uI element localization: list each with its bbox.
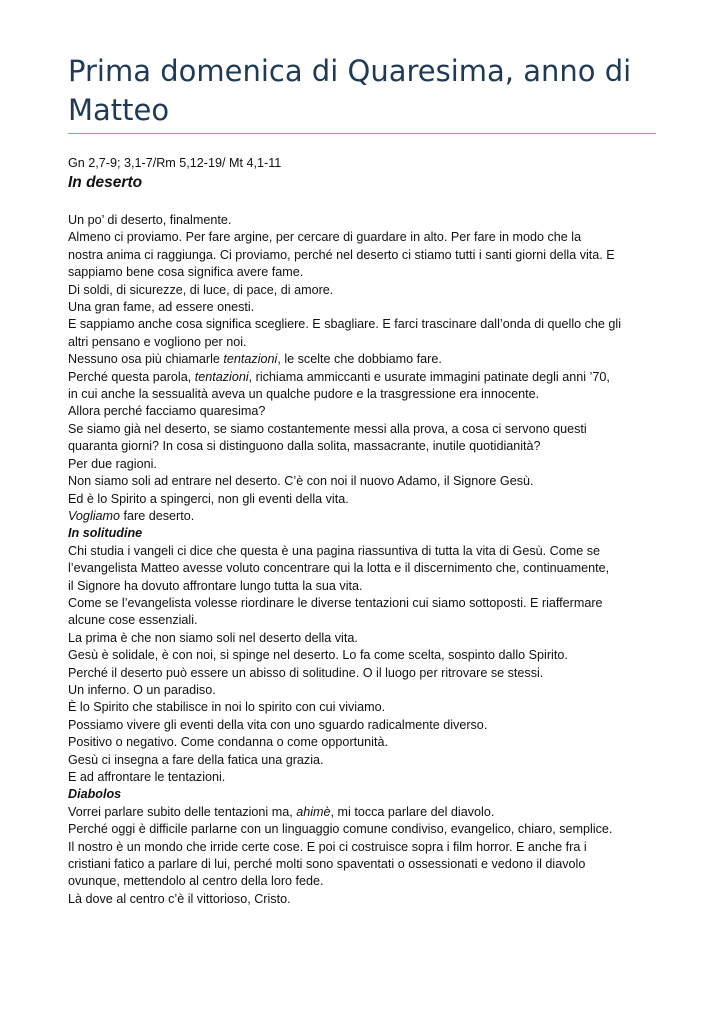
text-segment: Là dove al centro c’è il vittorioso, Cristo. — [68, 891, 291, 906]
text-segment: Ed è lo Spirito a spingerci, non gli eventi della vita. — [68, 491, 349, 506]
text-segment: Di soldi, di sicurezze, di luce, di pace, di amore. — [68, 282, 334, 297]
title-divider — [68, 133, 656, 134]
text-line — [68, 247, 658, 264]
text-line — [68, 334, 658, 351]
text-segment: l’evangelista Matteo avesse voluto concentrare qui la lotta e il discernimento che, continuamente, — [68, 561, 610, 576]
text-line — [68, 421, 658, 438]
text-line — [68, 473, 658, 490]
text-line — [68, 369, 658, 386]
text-segment: Non siamo soli ad entrare nel deserto. C’è con noi il nuovo Adamo, il Signore Gesù. — [68, 474, 534, 489]
text-segment: Come se l’evangelista volesse riordinare le diverse tentazioni cui siamo sottoposti. E riaffermare — [68, 595, 603, 610]
page-title: Prima domenica di Quaresima, anno di Matteo — [68, 54, 632, 127]
text-segment: nostra anima ci raggiunga. Ci proviamo, perché nel deserto ci stiamo tutti i santi giorni della vita. E — [68, 247, 615, 262]
text-line — [68, 891, 658, 908]
text-segment: Per due ragioni. — [68, 456, 157, 471]
text-line — [68, 264, 658, 281]
text-line — [68, 316, 658, 333]
text-line — [68, 229, 658, 246]
text-line — [68, 578, 658, 595]
italic-term: ahimè — [296, 804, 331, 819]
text-line — [68, 665, 658, 682]
text-segment: Gesù ci insegna a fare della fatica una grazia. — [68, 752, 324, 767]
text-segment: Almeno ci proviamo. Per fare argine, per cercare di guardare in alto. Per fare in modo che la — [68, 230, 582, 245]
text-segment: Perché questa parola, — [68, 369, 195, 384]
text-line — [68, 804, 658, 821]
text-segment: È lo Spirito che stabilisce in noi lo spirito con cui viviamo. — [68, 700, 386, 715]
text-line — [68, 839, 658, 856]
text-segment: Possiamo vivere gli eventi della vita con uno sguardo radicalmente diverso. — [68, 717, 488, 732]
text-segment: E ad affrontare le tentazioni. — [68, 770, 226, 784]
text-segment: La prima è che non siamo soli nel deserto della vita. — [68, 630, 358, 645]
text-segment: Un inferno. O un paradiso. — [68, 682, 216, 697]
text-line — [68, 595, 658, 612]
text-line — [68, 769, 658, 786]
text-segment: il Signore ha dovuto affrontare lungo tutta la sua vita. — [68, 578, 363, 593]
italic-term: tentazioni — [194, 369, 249, 384]
italic-term: tentazioni — [223, 352, 278, 367]
text-line — [68, 456, 658, 473]
text-segment: Chi studia i vangeli ci dice che questa è una pagina riassuntiva di tutta la vita di Gesù. Come se — [68, 543, 601, 558]
text-segment: Se siamo già nel deserto, se siamo costantemente messi alla prova, a cosa ci servono questi — [68, 421, 587, 436]
text-segment: alcune cose essenziali. — [68, 613, 198, 628]
text-line — [68, 403, 658, 420]
section-heading — [68, 525, 658, 542]
scripture-references: Gn 2,7-9; 3,1-7/Rm 5,12-19/ Mt 4,1-11 — [68, 156, 282, 170]
text-segment: Vorrei parlare subito delle tentazioni ma, — [68, 804, 297, 819]
text-line — [68, 438, 658, 455]
text-segment: , le scelte che dobbiamo fare. — [277, 352, 442, 367]
text-segment: , mi tocca parlare del diavolo. — [330, 804, 495, 819]
section-heading — [68, 786, 658, 803]
text-line — [68, 682, 658, 699]
text-line — [68, 873, 658, 890]
text-line — [68, 717, 658, 734]
text-segment: altri pensano e vogliono per noi. — [68, 334, 247, 349]
text-segment: Positivo o negativo. Come condanna o come opportunità. — [68, 735, 388, 750]
text-line — [68, 543, 658, 560]
text-line — [68, 612, 658, 629]
text-line — [68, 508, 658, 525]
text-segment: quaranta giorni? In cosa si distinguono dalla solita, massacrante, inutile quotidianità? — [68, 439, 541, 454]
text-segment: cristiani fatico a parlare di lui, perché molti sono spaventati o ossessionati e vedono il diavolo — [68, 857, 586, 872]
text-line — [68, 299, 658, 316]
text-segment: fare deserto. — [120, 508, 195, 523]
text-line — [68, 856, 658, 873]
text-segment: Perché oggi è difficile parlarne con un linguaggio comune condiviso, evangelico, chiaro, semplice. — [68, 822, 613, 837]
text-line — [68, 386, 658, 403]
text-segment: Allora perché facciamo quaresima? — [68, 404, 266, 419]
text-line — [68, 699, 658, 716]
text-line — [68, 351, 658, 368]
text-segment: Una gran fame, ad essere onesti. — [68, 300, 255, 315]
text-line — [68, 282, 658, 299]
text-segment: Gesù è solidale, è con noi, si spinge nel deserto. Lo fa come scelta, sospinto dallo Spirito. — [68, 648, 568, 663]
italic-term: Vogliamo — [68, 508, 121, 523]
text-segment: ovunque, mettendolo al centro della loro fede. — [68, 874, 324, 889]
text-line — [68, 647, 658, 664]
text-segment: Il nostro è un mondo che irride certe cose. E poi ci costruisce sopra i film horror. E anche fra i — [68, 839, 587, 854]
text-line — [68, 560, 658, 577]
body-text — [68, 212, 658, 908]
heading-text: Diabolos — [68, 787, 122, 802]
text-segment: in cui anche la sessualità aveva un qualche pudore e la trasgressione era innocente. — [68, 387, 540, 402]
text-line — [68, 734, 658, 751]
text-line — [68, 630, 658, 647]
text-line — [68, 491, 658, 508]
text-line — [68, 752, 658, 769]
text-line — [68, 821, 658, 838]
text-segment: Perché il deserto può essere un abisso di solitudine. O il luogo per ritrovare se stessi. — [68, 665, 544, 680]
text-segment: Un po’ di deserto, finalmente. — [68, 213, 232, 227]
page-subtitle: In deserto — [68, 174, 143, 191]
text-line — [68, 212, 658, 229]
text-segment: Nessuno osa più chiamarle — [68, 352, 224, 367]
text-segment: E sappiamo anche cosa significa scegliere. E sbagliare. E farci trascinare dall’onda di quello che gli — [68, 317, 622, 332]
text-segment: , richiama ammiccanti e usurate immagini patinate degli anni ’70, — [248, 369, 610, 384]
text-segment: sappiamo bene cosa significa avere fame. — [68, 265, 304, 280]
heading-text: In solitudine — [68, 526, 143, 541]
